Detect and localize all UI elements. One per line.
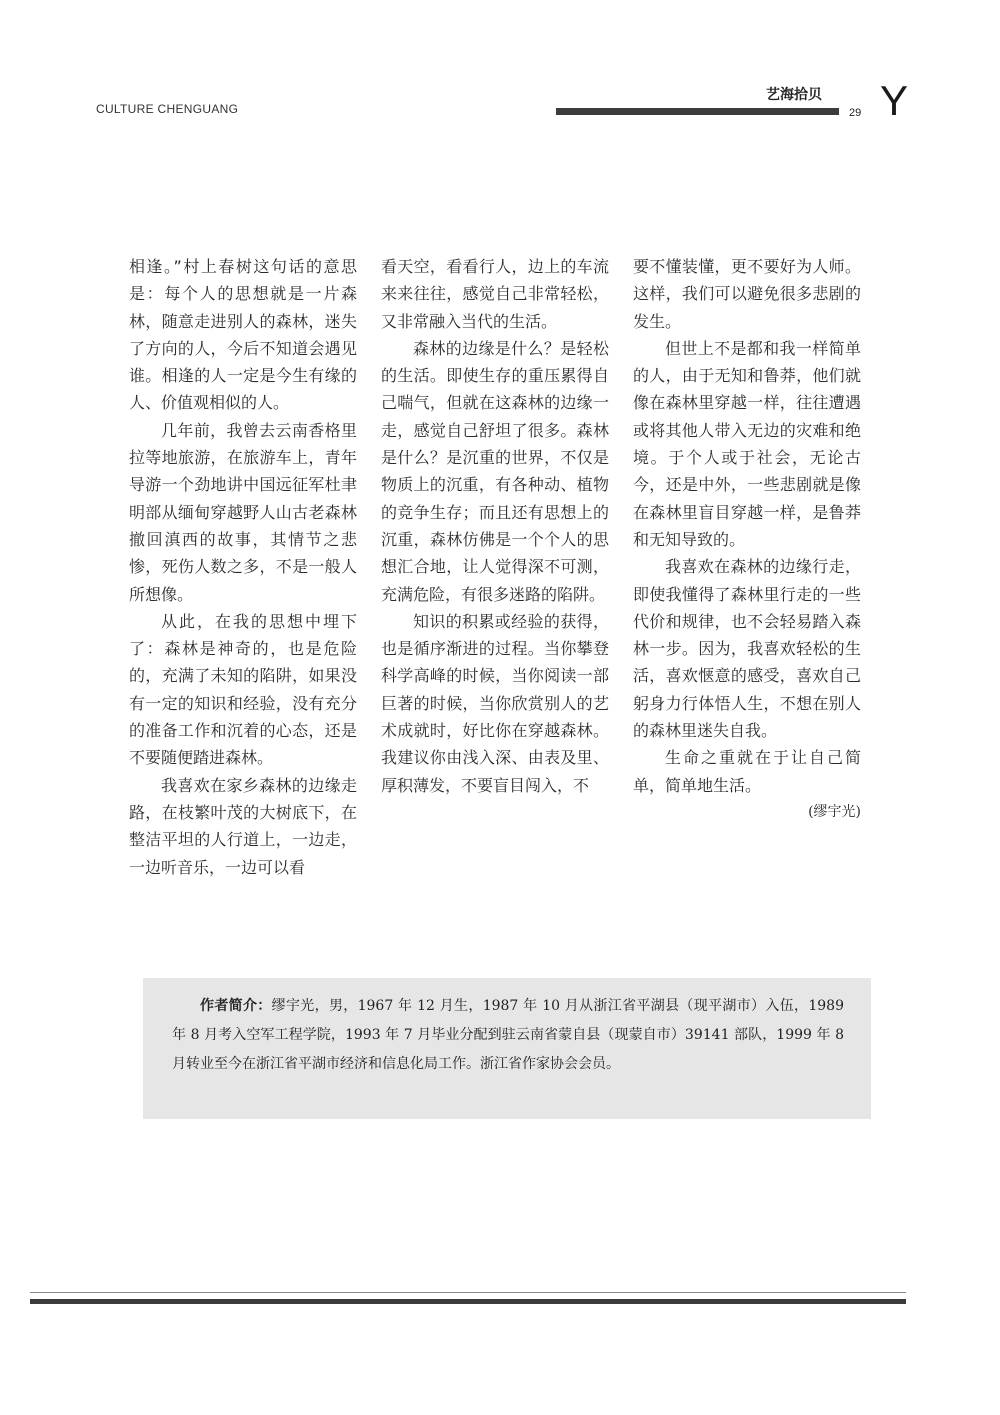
article-column-3 [633,253,861,826]
article-column-1 [129,253,357,881]
paragraph: 但世上不是都和我一样简单的人，由于无知和鲁莽，他们就像在森林里穿越一样，往往遭遇或将其他人带入无边的灾难和绝境。于个人或于社会，无论古今，还是中外，一些悲剧就是像在森林里盲目穿越一样，是鲁莽和无知导致的。 [633,338,861,549]
paragraph: 生命之重就在于让自己简单，简单地生活。 [633,748,861,795]
article-column-2 [381,253,609,799]
magazine-title: CULTURE CHENGUANG [96,102,239,116]
paragraph: 相逢。”村上春树这句话的意思是：每个人的思想就是一片森林，随意走进别人的森林，迷失了方向的人，今后不知道会遇见谁。相逢的人一定是今生有缘的人、价值观相似的人。 [129,257,357,413]
page-number: 29 [849,107,862,119]
footer-thick-rule [30,1299,906,1304]
author-bio-label: 作者简介： [200,998,272,1014]
paragraph: 我喜欢在森林的边缘行走，即使我懂得了森林里行走的一些代价和规律，也不会轻易踏入森林一步。因为，我喜欢轻松的生活，喜欢惬意的感受，喜欢自己躬身力行体悟人生，不想在别人的森林里迷失自我。 [633,557,861,741]
section-logo-letter: Y [880,77,909,124]
paragraph: 看天空，看看行人，边上的车流来来往往，感觉自己非常轻松，又非常融入当代的生活。 [381,257,609,331]
paragraph: 森林的边缘是什么？是轻松的生活。即使生存的重压累得自己喘气，但就在这森林的边缘一走，感觉自己舒坦了很多。森林是什么？是沉重的世界，不仅是物质上的沉重，有各种动、植物的竞争生存；而且还有思想上的沉重，森林仿佛是一个个人的思想汇合地，让人觉得深不可测，充满危险，有很多迷路的陷阱。 [381,338,609,604]
author-bio-body: 缪宇光，男，1967 年 12 月生，1987 年 10 月从浙江省平湖县（现平湖市）入伍，1989 年 8 月考入空军工程学院，1993 年 7 月毕业分配到驻云南省蒙自县（现蒙自市）39141 部队，1999 年 8 月转业至今在浙江省平湖市经济和信息化局工作。浙江省作家协会会员。 [172,998,844,1072]
author-signature: (缪宇光) [808,803,861,820]
header-rule [556,108,839,115]
paragraph: 知识的积累或经验的获得，也是循序渐进的过程。当你攀登科学高峰的时候，当你阅读一部巨著的时候，当你欣赏别人的艺术成就时，好比你在穿越森林。我建议你由浅入深、由表及里、厚积薄发，不要盲目闯入，不 [381,611,609,795]
paragraph: 几年前，我曾去云南香格里拉等地旅游，在旅游车上，青年导游一个劲地讲中国远征军杜聿明部从缅甸穿越野人山古老森林撤回滇西的故事，其情节之悲惨，死伤人数之多，不是一般人所想像。 [129,420,357,604]
author-bio-text [172,992,844,1079]
paragraph: 要不懂装懂，更不要好为人师。这样，我们可以避免很多悲剧的发生。 [633,257,861,331]
section-title: 艺海拾贝 [766,87,822,103]
paragraph: 我喜欢在家乡森林的边缘走路，在枝繁叶茂的大树底下，在整洁平坦的人行道上，一边走，一边听音乐，一边可以看 [129,775,357,877]
paragraph: 从此，在我的思想中埋下了：森林是神奇的，也是危险的，充满了未知的陷阱，如果没有一定的知识和经验，没有充分的准备工作和沉着的心态，还是不要随便踏进森林。 [129,611,357,768]
footer-thin-rule [30,1292,906,1293]
